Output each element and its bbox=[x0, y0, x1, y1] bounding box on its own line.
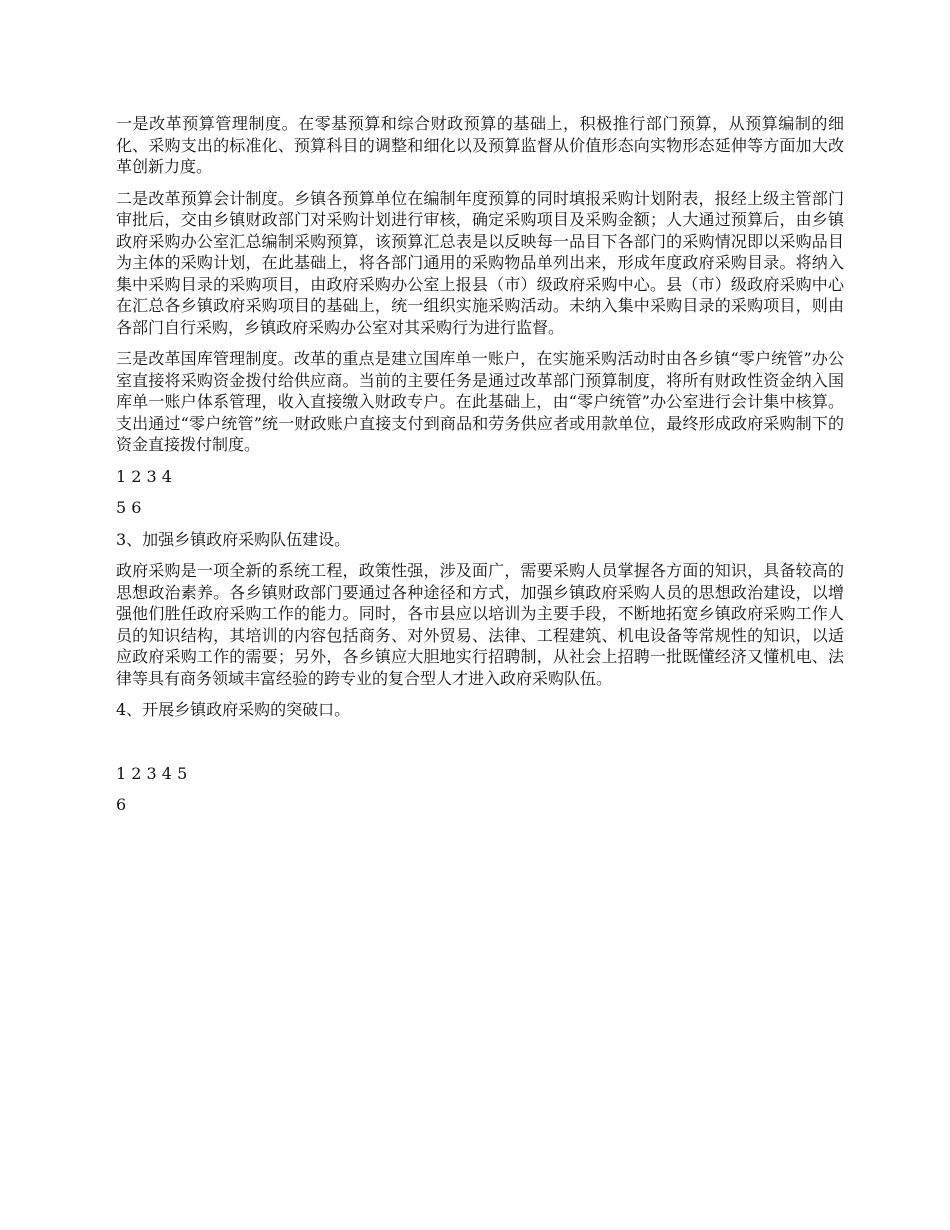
number-line-4: 6 bbox=[116, 795, 127, 814]
paragraph-procurement-team: 政府采购是一项全新的系统工程，政策性强，涉及面广，需要采购人员掌握各方面的知识，具备较高的思想政治素养。各乡镇财政部门要通过各种途径和方式，加强乡镇政府采购人员的思想政治建设，以增强他们胜任政府采购工作的能力。同时，各市县应以培训为主要手段，不断地拓宽乡镇政府采购工作人员的知识结构，其培训的内容包括商务、对外贸易、法律、工程建筑、机电设备等常规性的知识，以适应政府采购工作的需要；另外，各乡镇应大胆地实行招聘制，从社会上招聘一批既懂经济又懂机电、法律等具有商务领域丰富经验的跨专业的复合型人才进入政府采购队伍。 bbox=[116, 561, 844, 688]
paragraph-budget-accounting: 二是改革预算会计制度。乡镇各预算单位在编制年度预算的同时填报采购计划附表，报经上级主管部门审批后，交由乡镇财政部门对采购计划进行审核，确定采购项目及采购金额；人大通过预算后，由乡镇政府采购办公室汇总编制采购预算，该预算汇总表是以反映每一品目下各部门的采购情况即以采购品目为主体的采购计划，在此基础上，将各部门通用的采购物品单列出来，形成年度政府采购目录。将纳入集中采购目录的采购项目，由政府采购办公室上报县（市）级政府采购中心。县（市）级政府采购中心在汇总各乡镇政府采购项目的基础上，统一组织实施采购活动。未纳入集中采购目录的采购项目，则由各部门自行采购，乡镇政府采购办公室对其采购行为进行监督。 bbox=[116, 188, 844, 337]
paragraph-budget-management: 一是改革预算管理制度。在零基预算和综合财政预算的基础上，积极推行部门预算，从预算编制的细化、采购支出的标准化、预算科目的调整和细化以及预算监督从价值形态向实物形态延伸等方面加大改革创新力度。 bbox=[116, 114, 844, 176]
number-line-2: 5 6 bbox=[116, 498, 142, 517]
document-body bbox=[116, 113, 844, 826]
number-line-1: 1 2 3 4 bbox=[116, 466, 172, 486]
number-line-3: 1 2 3 4 5 bbox=[116, 763, 188, 783]
section-heading-4: 4、开展乡镇政府采购的突破口。 bbox=[116, 700, 351, 719]
paragraph-treasury-management: 三是改革国库管理制度。改革的重点是建立国库单一账户，在实施采购活动时由各乡镇“零户统管”办公室直接将采购资金拨付给供应商。当前的主要任务是通过改革部门预算制度，将所有财政性资金纳入国库单一账户体系管理，收入直接缴入财政专户。在此基础上，由“零户统管”办公室进行会计集中核算。支出通过“零户统管”统一财政账户直接支付到商品和劳务供应者或用款单位，最终形成政府采购制下的资金直接拨付制度。 bbox=[116, 349, 844, 454]
section-heading-3: 3、加强乡镇政府采购队伍建设。 bbox=[116, 529, 351, 549]
